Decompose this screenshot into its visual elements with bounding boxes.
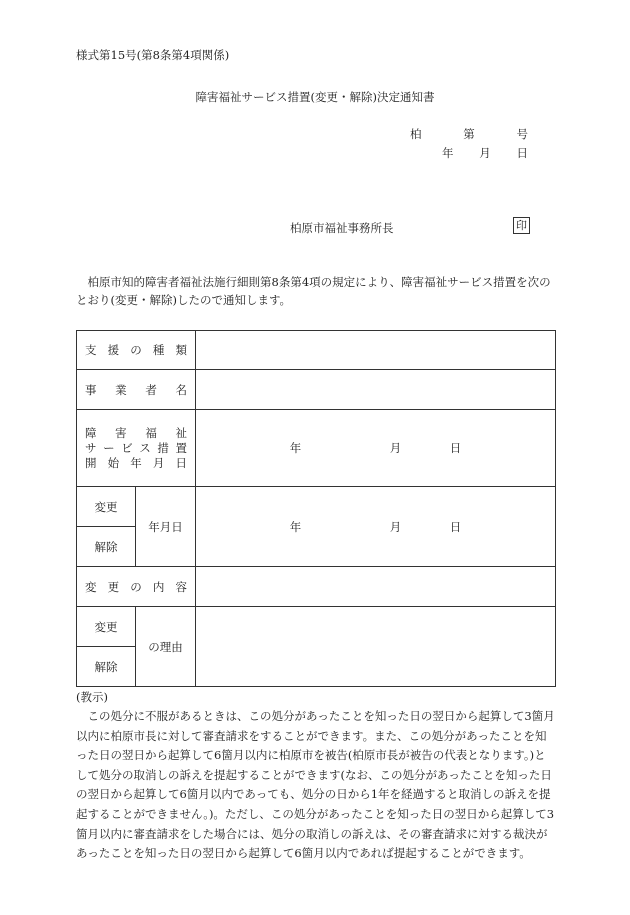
number-prefix: 柏 [410,127,422,141]
change-content-label-char: の [130,579,142,594]
start-date-label-char: 害 [115,425,127,440]
seal-mark: 印 [513,217,530,234]
document-title: 障害福祉サービス措置(変更・解除)決定通知書 [195,90,435,104]
support-type-label [77,331,196,370]
change-day-label: 日 [449,519,462,534]
row-change-date-1 [77,487,556,527]
start-date-label-char: 月 [152,455,165,470]
change-content-label-char: 容 [175,579,187,594]
reason-change-label: 変更 [77,607,136,647]
change-content-label-char: 変 [85,579,97,594]
document-number-line [410,126,528,142]
reason-label: の理由 [136,607,196,687]
change-content-label [77,567,196,607]
start-date-label-char: 障 [85,425,97,440]
change-date-value [196,487,556,567]
start-month-label: 月 [389,441,402,455]
provider-label-char: 名 [175,382,187,397]
start-day-label: 日 [449,441,462,455]
start-date-label-char: 開 [85,455,97,470]
support-type-label-char: 類 [175,343,187,357]
date-month: 月 [479,146,491,160]
row-provider [77,370,556,410]
start-year-label: 年 [289,441,302,455]
provider-label-char: 事 [85,382,97,397]
support-type-label-char: 援 [107,343,120,357]
reason-value [196,607,556,687]
start-date-label-char: 福 [145,425,157,440]
start-date-label-char: 年 [130,455,142,470]
number-go: 号 [516,127,528,141]
support-type-label-char: の [130,343,142,357]
change-date-change-label: 変更 [77,487,136,527]
change-year-label: 年 [289,519,302,534]
change-month-label: 月 [389,519,402,534]
start-date-label-char: ー [103,440,115,455]
date-year: 年 [442,146,454,160]
form-number: 様式第15号(第8条第4項関係) [76,48,230,62]
reason-cancel-label: 解除 [77,647,136,687]
start-date-label-char: 措 [157,440,169,455]
provider-label [77,370,196,410]
row-change-content [77,567,556,607]
decision-table [76,330,556,687]
row-support-type [77,331,556,370]
support-type-value [196,331,556,370]
number-dai: 第 [463,127,475,141]
notice-body [76,707,556,864]
notice-paragraph: この処分に不服があるときは、この処分があったことを知った日の翌日から起算して3箇月以内に柏原市長に対して審査請求をすることができます。また、この処分があったことを知った日の翌日から起算して6箇月以内に柏原市を被告(柏原市長が被告の代表となります。)として処分の取消しの訴えを提起することができます(なお、この処分があったことを知った日の翌日から起算して6箇月以内であっても、処分の日から1年を経過すると取消しの訴えを提起することができません。)。ただし、この処分があったことを知った日の翌日から起算して3箇月以内に審査請求をした場合には、処分の取消しの訴えは、その審査請求に対する裁決があったことを知った日の翌日から起算して6箇月以内であれば提起することができます。 [76,709,555,861]
change-content-label-char: 内 [152,579,165,594]
provider-label-char: 者 [145,382,157,397]
provider-value [196,370,556,410]
issuer-name: 柏原市福祉事務所長 [290,221,394,235]
change-content-label-char: 更 [107,579,120,594]
start-date-label-char: ス [139,440,151,455]
change-date-ymd-label: 年月日 [136,487,196,567]
date-day: 日 [516,146,528,160]
start-date-label-char: 置 [175,440,187,455]
change-content-value [196,567,556,607]
support-type-label-char: 種 [152,343,165,357]
start-date-label-char: 日 [175,455,187,470]
change-date-cancel-label: 解除 [77,527,136,567]
body-text [76,273,556,309]
support-type-label-char: 支 [85,343,97,357]
notice-heading: (教示) [76,690,108,704]
document-date-line [442,145,528,161]
body-paragraph: 柏原市知的障害者福祉法施行細則第8条第4項の規定により、障害福祉サービス措置を次のとおり(変更・解除)したので通知します。 [76,275,551,307]
start-date-label-char: サ [85,440,97,455]
provider-label-char: 業 [115,382,127,397]
start-date-label-char: 祉 [175,425,187,440]
row-start-date [77,410,556,487]
start-date-label-char: 始 [107,455,120,470]
start-date-label-char: ビ [121,440,133,455]
start-date-label [77,410,196,487]
start-date-value [196,410,556,487]
row-reason-1 [77,607,556,647]
